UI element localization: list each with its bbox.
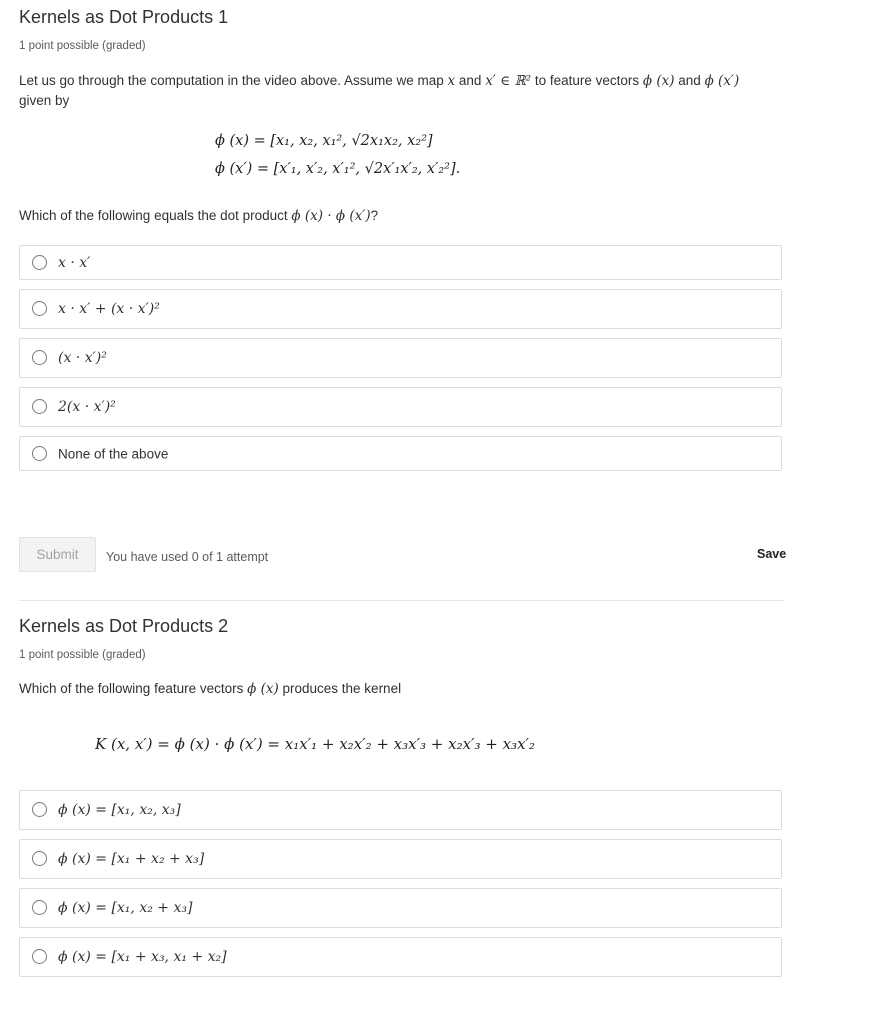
prompt-text-d: and [674, 73, 705, 88]
kernel-equation: K (x, x′) = ϕ (x) · ϕ (x′) = x₁x′₁ + x₂x′₂ + x₃x′₃ + x₂x′₃ + x₃x′₂ [95, 735, 535, 753]
option-label: ϕ (x) = [x₁ + x₂ + x₃] [58, 851, 205, 867]
option-label: ϕ (x) = [x₁, x₂ + x₃] [58, 900, 193, 916]
radio-button[interactable] [32, 255, 47, 270]
math-x-prime-in-r2: x′ ∈ ℝ² [485, 73, 532, 89]
option-label: ϕ (x) = [x₁ + x₃, x₁ + x₂] [58, 949, 227, 965]
prompt-text-e: given by [19, 93, 70, 108]
problem-1-option-3[interactable] [19, 338, 782, 378]
feature-map-equation-1: ϕ (x) = [x₁, x₂, x₁², √2x₁x₂, x₂²] [215, 133, 433, 149]
option-label: ϕ (x) = [x₁, x₂, x₃] [58, 802, 181, 818]
radio-button[interactable] [32, 900, 47, 915]
prompt-text-b: and [455, 73, 486, 88]
radio-button[interactable] [32, 301, 47, 316]
problem-2-prompt [19, 679, 799, 699]
problem-1-option-4[interactable] [19, 387, 782, 427]
option-label: 2(x · x′)² [58, 399, 116, 415]
submit-button[interactable]: Submit [19, 537, 96, 572]
attempts-counter: You have used 0 of 1 attempt [106, 550, 269, 564]
radio-button[interactable] [32, 350, 47, 365]
feature-map-equation-2: ϕ (x′) = [x′₁, x′₂, x′₁², √2x′₁x′₂, x′₂²]. [215, 161, 461, 177]
problem-2-option-3[interactable] [19, 888, 782, 928]
problem-2-points: 1 point possible (graded) [19, 649, 146, 661]
problem-2-title: Kernels as Dot Products 2 [19, 616, 229, 636]
prompt-text-c: to feature vectors [531, 73, 643, 88]
section-divider [19, 600, 784, 601]
radio-button[interactable] [32, 399, 47, 414]
radio-button[interactable] [32, 802, 47, 817]
option-label: (x · x′)² [58, 350, 107, 366]
problem-1-title: Kernels as Dot Products 1 [19, 7, 229, 27]
prompt-end: produces the kernel [278, 681, 402, 696]
radio-button[interactable] [32, 446, 47, 461]
problem-1-points: 1 point possible (graded) [19, 40, 146, 52]
prompt-text-a: Let us go through the computation in the video above. Assume we map [19, 73, 448, 88]
save-button[interactable]: Save [757, 547, 787, 561]
problem-2-option-1[interactable] [19, 790, 782, 830]
question-math: ϕ (x) · ϕ (x′) [291, 208, 371, 224]
prompt-text: Which of the following feature vectors [19, 681, 248, 696]
problem-2-option-4[interactable] [19, 937, 782, 977]
radio-button[interactable] [32, 949, 47, 964]
math-phi-x-prime: ϕ (x′) [704, 73, 740, 89]
problem-1-option-1[interactable] [19, 245, 782, 280]
problem-2-option-2[interactable] [19, 839, 782, 879]
math-x: x [447, 73, 456, 89]
question-end: ? [370, 208, 379, 223]
problem-1-prompt [19, 71, 799, 111]
option-label: None of the above [58, 446, 169, 461]
radio-button[interactable] [32, 851, 47, 866]
option-label: x · x′ [58, 254, 91, 271]
question-text: Which of the following equals the dot product [19, 208, 292, 223]
math-phi-x: ϕ (x) [642, 73, 675, 89]
prompt-math: ϕ (x) [247, 681, 279, 697]
problem-1-option-2[interactable] [19, 289, 782, 329]
option-label: x · x′ + (x · x′)² [58, 301, 160, 317]
problem-1-option-5[interactable] [19, 436, 782, 471]
problem-1-question [19, 206, 799, 226]
